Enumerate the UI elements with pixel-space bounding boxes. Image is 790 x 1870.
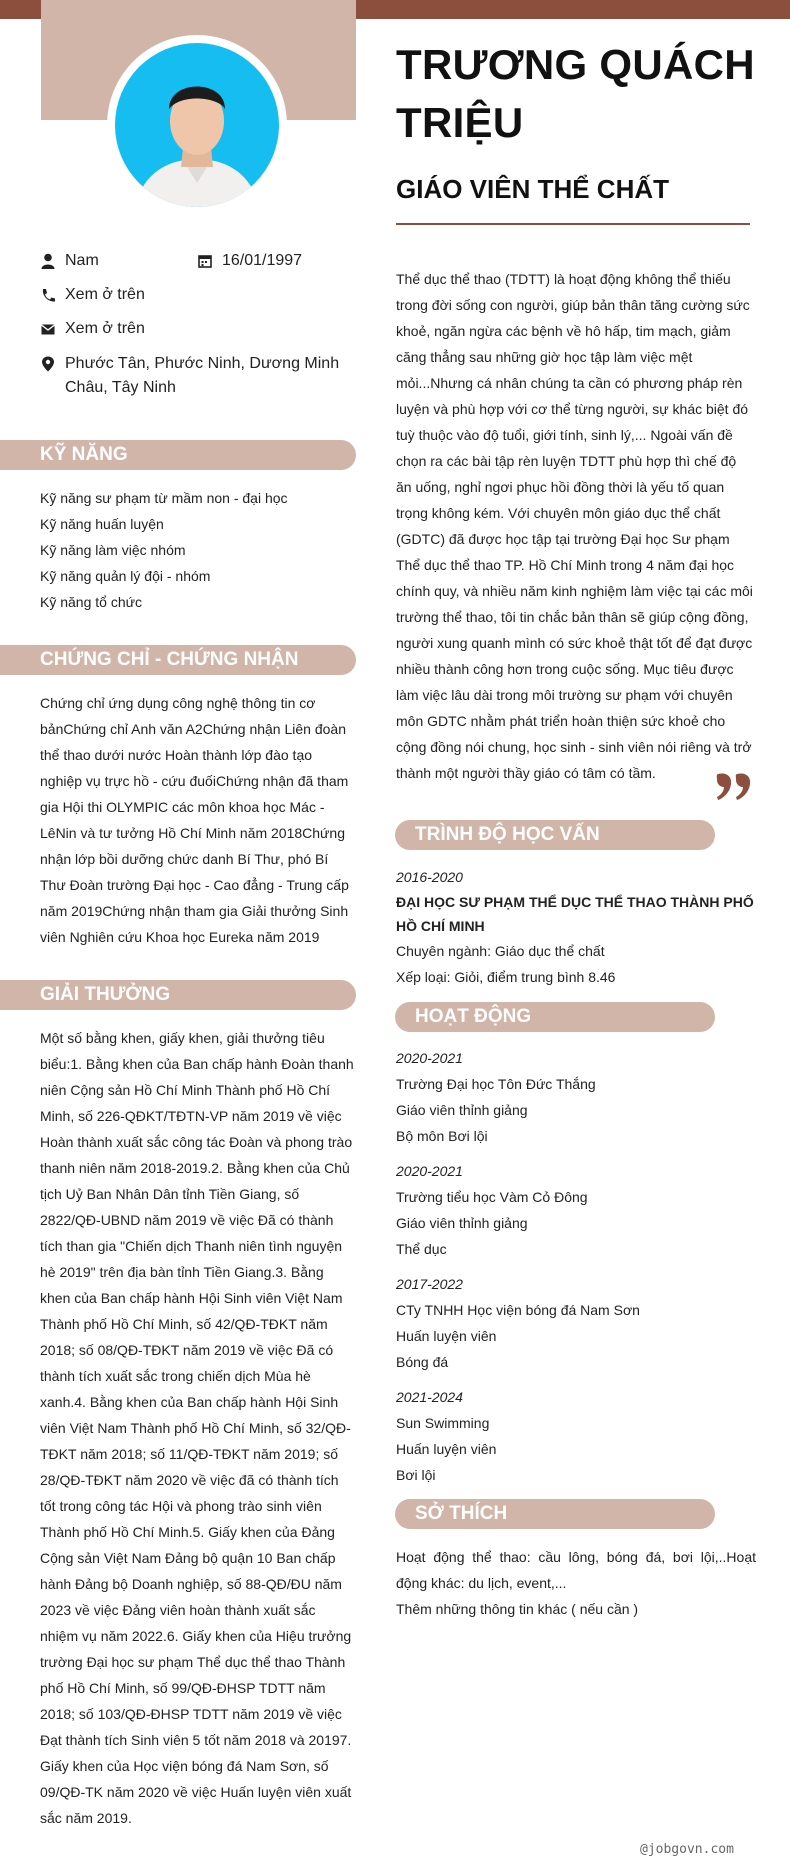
title-divider [396, 223, 750, 225]
quote-icon [716, 772, 752, 802]
activity-org: Trường tiểu học Vàm Cỏ Đông [396, 1189, 588, 1205]
activity-detail: Thể dục [396, 1241, 447, 1257]
activity-org: Sun Swimming [396, 1415, 490, 1431]
education-heading: TRÌNH ĐỘ HỌC VẤN [395, 820, 715, 850]
job-title: GIÁO VIÊN THỂ CHẤT [396, 174, 670, 204]
activity-org: Trường Đại học Tôn Đức Thắng [396, 1076, 596, 1092]
phone-value: Xem ở trên [65, 286, 145, 303]
calendar-icon [198, 253, 212, 269]
certificates-heading: CHỨNG CHỈ - CHỨNG NHẬN [0, 645, 356, 675]
education-entry [396, 864, 756, 990]
education-rank: Xếp loại: Giỏi, điểm trung bình 8.46 [396, 969, 616, 985]
activity-detail: Bóng đá [396, 1354, 449, 1370]
awards-text: Một số bằng khen, giấy khen, giải thưởng tiêu biểu:1. Bằng khen của Ban chấp hành Đoàn thanh niên Cộng sản Hồ Chí Minh Thành phố Hồ Chí Minh, số 226-QĐKT/TĐTN-VP năm 2019 về việc Hoàn thành xuất sắc công tác Đoàn và phong trào thanh niên năm 2018-2019.2. Bằng khen của Chủ tịch Uỷ Ban Nhân Dân tỉnh Tiền Giang, số 2822/QĐ-UBND năm 2019 về việc Đã có thành tích than gia "Chiến dịch Thanh niên tình nguyện hè 2019" trên địa bàn tỉnh Tiền Giang.3. Bằng khen của Ban chấp hành Hội Sinh viên Việt Nam Thành phố Hồ Chí Minh, số 42/QĐ-TĐKT năm 2018; số 08/QĐ-TĐKT năm 2019 về việc Đã có thành tích xuất sắc trong chiến dịch Mùa hè xanh.4. Bằng khen của Ban chấp hành Hội Sinh viên Việt Nam Thành phố Hồ Chí Minh, số 32/QĐ-TĐKT năm 2018; số 11/QĐ-TĐKT năm 2019; số 28/QĐ-TĐKT năm 2020 về việc đã có thành tích tốt trong công tác Hội và phong trào sinh viên Thành phố Hồ Chí Minh.5. Giấy khen của Đảng Cộng sản Việt Nam Đảng bộ quận 10 Ban chấp hành Đảng bộ Doanh nghiệp, số 88-QĐ/ĐU năm 2023 về việc Đảng viên hoàn thành xuất sắc nhiệm vụ năm 2022.6. Giấy khen của Hiệu trưởng trường Đại học sư phạm Thể dục thể thao Thành phố Hồ Chí Minh, số 99/QĐ-ĐHSP TDTT năm 2018; số 103/QĐ-ĐHSP TDTT năm 2019 về việc Đạt thành tích Sinh viên 5 tốt năm 2018 và 20197. Giấy khen của Học viện bóng đá Nam Sơn, số 09/QĐ-TK năm 2020 về việc Huấn luyện viên xuất sắc năm 2019. [40, 1030, 354, 1826]
activity-org: CTy TNHH Học viện bóng đá Nam Sơn [396, 1302, 640, 1318]
career-objective-text: Thể dục thể thao (TDTT) là hoạt động không thể thiếu trong đời sống con người, giúp bản thân tăng cường sức khoẻ, ngăn ngừa các bệnh về hô hấp, tim mạch, giảm căng thẳng sau những giờ học tập làm việc mệt mỏi...Nhưng cá nhân chúng ta cần có phương pháp rèn luyện và phù hợp với cơ thể từng người, sự khác biệt đó tuỳ thuộc vào độ tuổi, giới tính, sinh lý,... Ngoài vấn đề chọn ra các bài tập rèn luyện TDTT phù hợp thì chế độ ăn uống, nghỉ ngơi phục hồi đồng thời là yếu tố quan trọng không kém. Với chuyên môn giáo dục thể chất (GDTC) đã được học tập tại trường Đại học Sư phạm Thể dục thể thao TP. Hồ Chí Minh trong 4 năm đại học chính quy, và nhiều năm kinh nghiệm làm việc tại các môi trường thể thao, tôi tin chắc bản thân sẽ giúp cộng đồng, người xung quanh mình có sức khoẻ thật tốt để đạt được nhiều thành công hơn trong cuộc sống. Mục tiêu được làm việc lâu dài trong môi trường sư phạm với chuyên môn GDTC nhằm phát triển hoàn thiện sức khoẻ cho cộng đồng nói chung, học sinh - sinh viên nói riêng và trở thành một người thầy giáo có tâm có tầm. [396, 271, 753, 781]
activity-entry [396, 1045, 756, 1149]
activity-role: Huấn luyện viên [396, 1328, 497, 1344]
hobbies-text: Hoạt động thể thao: cầu lông, bóng đá, bơi lội,..Hoạt động khác: du lịch, event,... [396, 1549, 756, 1591]
birthday-value: 16/01/1997 [222, 252, 303, 269]
list-item: Kỹ năng huấn luyện [40, 516, 164, 532]
list-item: Kỹ năng tổ chức [40, 594, 142, 610]
location-pin-icon [41, 356, 55, 372]
awards-heading: GIẢI THƯỞNG [0, 980, 356, 1010]
list-item: Kỹ năng làm việc nhóm [40, 542, 186, 558]
activity-entry [396, 1271, 756, 1375]
skills-list [40, 485, 350, 615]
activity-detail: Bơi lội [396, 1467, 436, 1483]
education-period: 2016-2020 [396, 869, 463, 885]
email-value: Xem ở trên [65, 320, 145, 337]
activity-period: 2020-2021 [396, 1050, 463, 1066]
activity-period: 2021-2024 [396, 1389, 463, 1405]
watermark: @jobgovn.com [640, 1842, 734, 1857]
skills-heading: KỸ NĂNG [0, 440, 356, 470]
education-school: ĐẠI HỌC SƯ PHẠM THỂ DỤC THỂ THAO THÀNH PHỐ HỒ CHÍ MINH [396, 894, 754, 934]
name-block [396, 36, 756, 205]
activities-heading: HOẠT ĐỘNG [395, 1002, 715, 1032]
list-item: Kỹ năng sư phạm từ mầm non - đại học [40, 490, 288, 506]
person-icon [41, 253, 55, 269]
hobbies-entry [396, 1544, 756, 1622]
phone-icon [41, 287, 55, 303]
activity-entry [396, 1384, 756, 1488]
activity-detail: Bộ môn Bơi lội [396, 1128, 488, 1144]
activity-role: Giáo viên thỉnh giảng [396, 1215, 528, 1231]
address-value: Phước Tân, Phước Ninh, Dương Minh Châu, Tây Ninh [65, 355, 340, 396]
activity-role: Huấn luyện viên [396, 1441, 497, 1457]
activity-period: 2017-2022 [396, 1276, 463, 1292]
list-item: Kỹ năng quản lý đội - nhóm [40, 568, 211, 584]
envelope-icon [41, 321, 55, 337]
activity-period: 2020-2021 [396, 1163, 463, 1179]
activity-role: Giáo viên thỉnh giảng [396, 1102, 528, 1118]
education-major: Chuyên ngành: Giáo dục thể chất [396, 943, 605, 959]
person-photo-icon [115, 43, 279, 207]
avatar-frame [107, 35, 287, 215]
activity-entry [396, 1158, 756, 1262]
candidate-name: TRƯƠNG QUÁCH TRIỆU [396, 41, 755, 146]
certificates-text: Chứng chỉ ứng dụng công nghệ thông tin cơ bảnChứng chỉ Anh văn A2Chứng nhận Liên đoàn thể thao dưới nước Hoàn thành lớp đào tạo nghiệp vụ trực hồ - cứu đuốiChứng nhận đã tham gia Hội thi OLYMPIC các môn khoa học Mác - LêNin và tư tưởng Hồ Chí Minh năm 2018Chứng nhận lớp bồi dưỡng chức danh Bí Thư, phó Bí Thư Đoàn trường Đại học - Cao đẳng - Trung cấp năm 2019Chứng nhận tham gia Giải thưởng Sinh viên Nghiên cứu Khoa học Eureka năm 2019 [40, 695, 349, 945]
hobbies-extra: Thêm những thông tin khác ( nếu cần ) [396, 1601, 639, 1617]
hobbies-heading: SỞ THÍCH [395, 1499, 715, 1529]
avatar [115, 43, 279, 207]
gender-value: Nam [65, 252, 99, 269]
